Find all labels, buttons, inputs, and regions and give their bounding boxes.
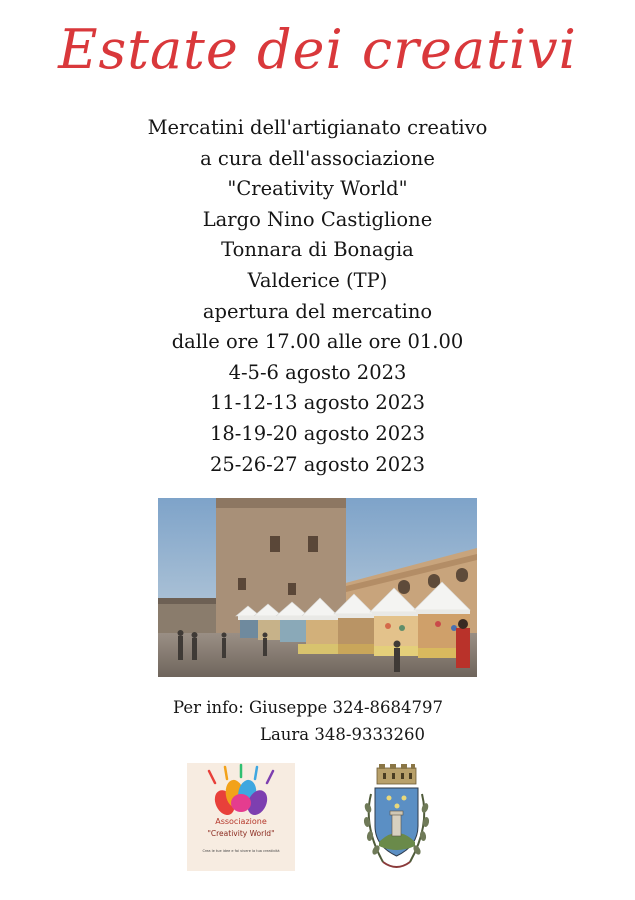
poster-title: Estate dei creativi bbox=[58, 18, 577, 81]
association-subname: "Creativity World" bbox=[207, 829, 275, 838]
association-logo bbox=[187, 763, 295, 871]
event-details bbox=[0, 113, 635, 480]
colored-hands-icon bbox=[187, 763, 295, 819]
details-line: "Creativity World" bbox=[227, 177, 408, 201]
details-line: Tonnara di Bonagia bbox=[221, 238, 414, 262]
details-line: apertura del mercatino bbox=[202, 299, 433, 323]
details-line: Valderice (TP) bbox=[247, 268, 388, 292]
details-line: a cura dell'associazione bbox=[200, 146, 435, 170]
municipal-crest-icon bbox=[361, 764, 432, 874]
association-name: Associazione bbox=[215, 817, 267, 826]
date-line: 18-19-20 agosto 2023 bbox=[209, 421, 426, 445]
date-line: 11-12-13 agosto 2023 bbox=[209, 391, 426, 415]
info-line-giuseppe: Per info: Giuseppe 324-8684797 bbox=[173, 698, 444, 717]
info-line-laura: Laura 348-9333260 bbox=[260, 725, 425, 744]
details-line: Mercatini dell'artigianato creativo bbox=[147, 116, 488, 139]
date-line: 25-26-27 agosto 2023 bbox=[209, 452, 426, 476]
details-line: Largo Nino Castiglione bbox=[202, 207, 433, 231]
association-tagline: Crea le tue idee e fai vivere la tua creatività bbox=[202, 849, 280, 853]
market-photo bbox=[158, 498, 477, 677]
details-line: dalle ore 17.00 alle ore 01.00 bbox=[171, 330, 464, 354]
date-line: 4-5-6 agosto 2023 bbox=[228, 360, 407, 384]
